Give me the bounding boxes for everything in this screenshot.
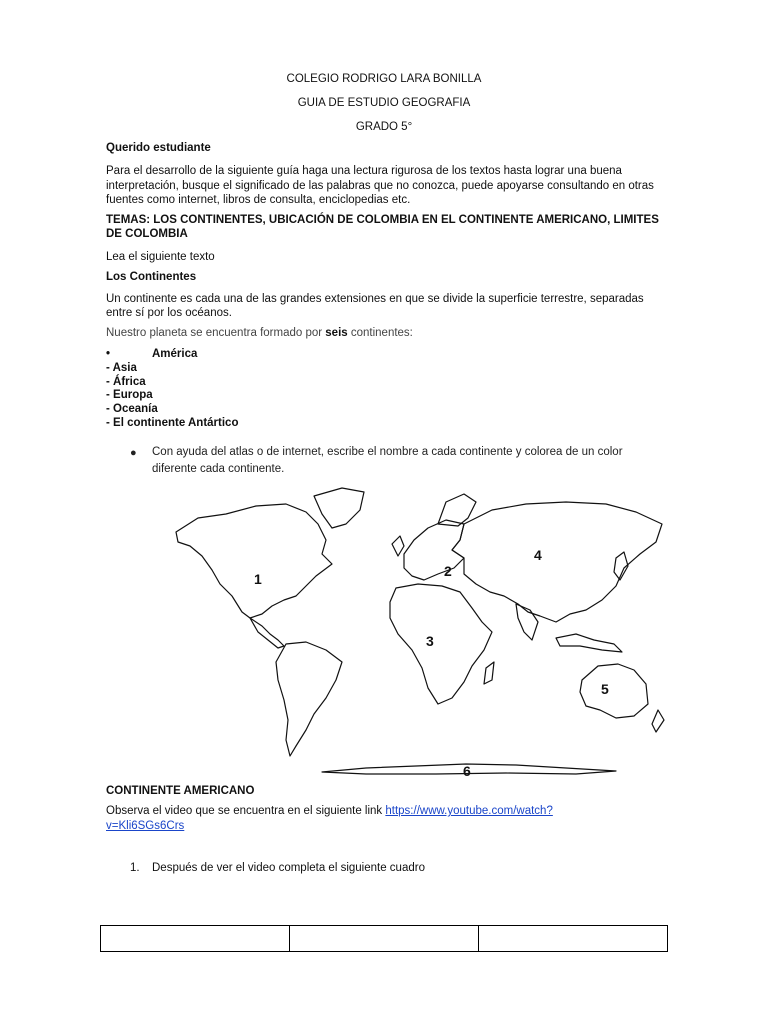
- map-label-1: 1: [254, 571, 262, 587]
- list-item: - Asia: [106, 362, 137, 374]
- intro-paragraph: Para el desarrollo de la siguiente guía haga una lectura rigurosa de los textos hasta lograr una buena interpretación, busque el significado de las palabras que no conozca, puede apoyarse consultando en otras fuentes como internet, libros de consulta, enciclopedias etc.: [106, 165, 654, 206]
- table-cell[interactable]: [479, 926, 668, 952]
- central-america-outline: [250, 618, 284, 648]
- table-cell[interactable]: [101, 926, 290, 952]
- greenland-outline: [314, 488, 364, 528]
- american-continent-title: CONTINENTE AMERICANO: [106, 785, 255, 797]
- list-item: - El continente Antártico: [106, 416, 239, 429]
- planet-sentence-end: continentes:: [347, 327, 413, 339]
- map-label-4: 4: [534, 547, 542, 563]
- video-link-continuation: [106, 819, 184, 834]
- video-text: Observa el video que se encuentra en el siguiente link: [106, 805, 386, 817]
- africa-outline: [390, 584, 492, 704]
- question-text: Después de ver el video completa el siguiente cuadro: [152, 862, 425, 874]
- greeting: Querido estudiante: [106, 142, 211, 154]
- map-task-text: Con ayuda del atlas o de internet, escribe el nombre a cada continente y colorea de un color diferente cada continente.: [152, 446, 623, 475]
- table-row: [101, 926, 668, 952]
- planet-sentence-bold: seis: [325, 327, 348, 339]
- europe-outline: [404, 520, 464, 580]
- list-item: - Oceanía: [106, 403, 158, 416]
- australia-outline: [580, 664, 648, 718]
- video-link[interactable]: https://www.youtube.com/watch?: [385, 805, 553, 817]
- list-item: [106, 348, 238, 362]
- answer-table: [100, 925, 668, 952]
- list-item-label: América: [152, 348, 198, 360]
- bullet-icon: ●: [130, 447, 137, 459]
- section-title: Los Continentes: [106, 271, 197, 283]
- planet-sentence: [106, 326, 413, 340]
- map-label-5: 5: [601, 681, 609, 697]
- map-label-3: 3: [426, 633, 434, 649]
- video-instruction: [106, 804, 553, 819]
- guide-title: GUIA DE ESTUDIO GEOGRAFIA: [297, 97, 471, 109]
- continents-list: [106, 348, 238, 431]
- topics-heading: TEMAS: LOS CONTINENTES, UBICACIÓN DE COLOMBIA EN EL CONTINENTE AMERICANO, LIMITES DE COLOMBIA: [106, 214, 659, 240]
- bullet-icon: •: [106, 348, 111, 360]
- world-map: [146, 484, 672, 780]
- madagascar-outline: [484, 662, 494, 684]
- video-link-part2[interactable]: v=Kli6SGs6Crs: [106, 820, 185, 832]
- map-label-6: 6: [463, 763, 471, 779]
- new-zealand-outline: [652, 710, 664, 732]
- india-outline: [516, 604, 538, 640]
- table-cell[interactable]: [290, 926, 479, 952]
- list-item: - África: [106, 375, 146, 388]
- question-number: 1.: [130, 862, 140, 874]
- read-instruction: Lea el siguiente texto: [106, 251, 215, 263]
- asia-outline: [452, 502, 662, 622]
- planet-sentence-start: Nuestro planeta se encuentra formado por: [106, 327, 326, 339]
- continent-definition: Un continente es cada una de las grandes extensiones en que se divide la superficie terrestre, separadas entre sí por los océanos.: [106, 293, 644, 319]
- map-label-2: 2: [444, 563, 452, 579]
- list-item: - Europa: [106, 389, 153, 402]
- school-name: COLEGIO RODRIGO LARA BONILLA: [286, 73, 482, 85]
- uk-outline: [392, 536, 404, 556]
- south-america-outline: [276, 642, 342, 756]
- grade-title: GRADO 5°: [355, 121, 413, 133]
- north-america-outline: [176, 504, 332, 618]
- indonesia-outline: [556, 634, 622, 652]
